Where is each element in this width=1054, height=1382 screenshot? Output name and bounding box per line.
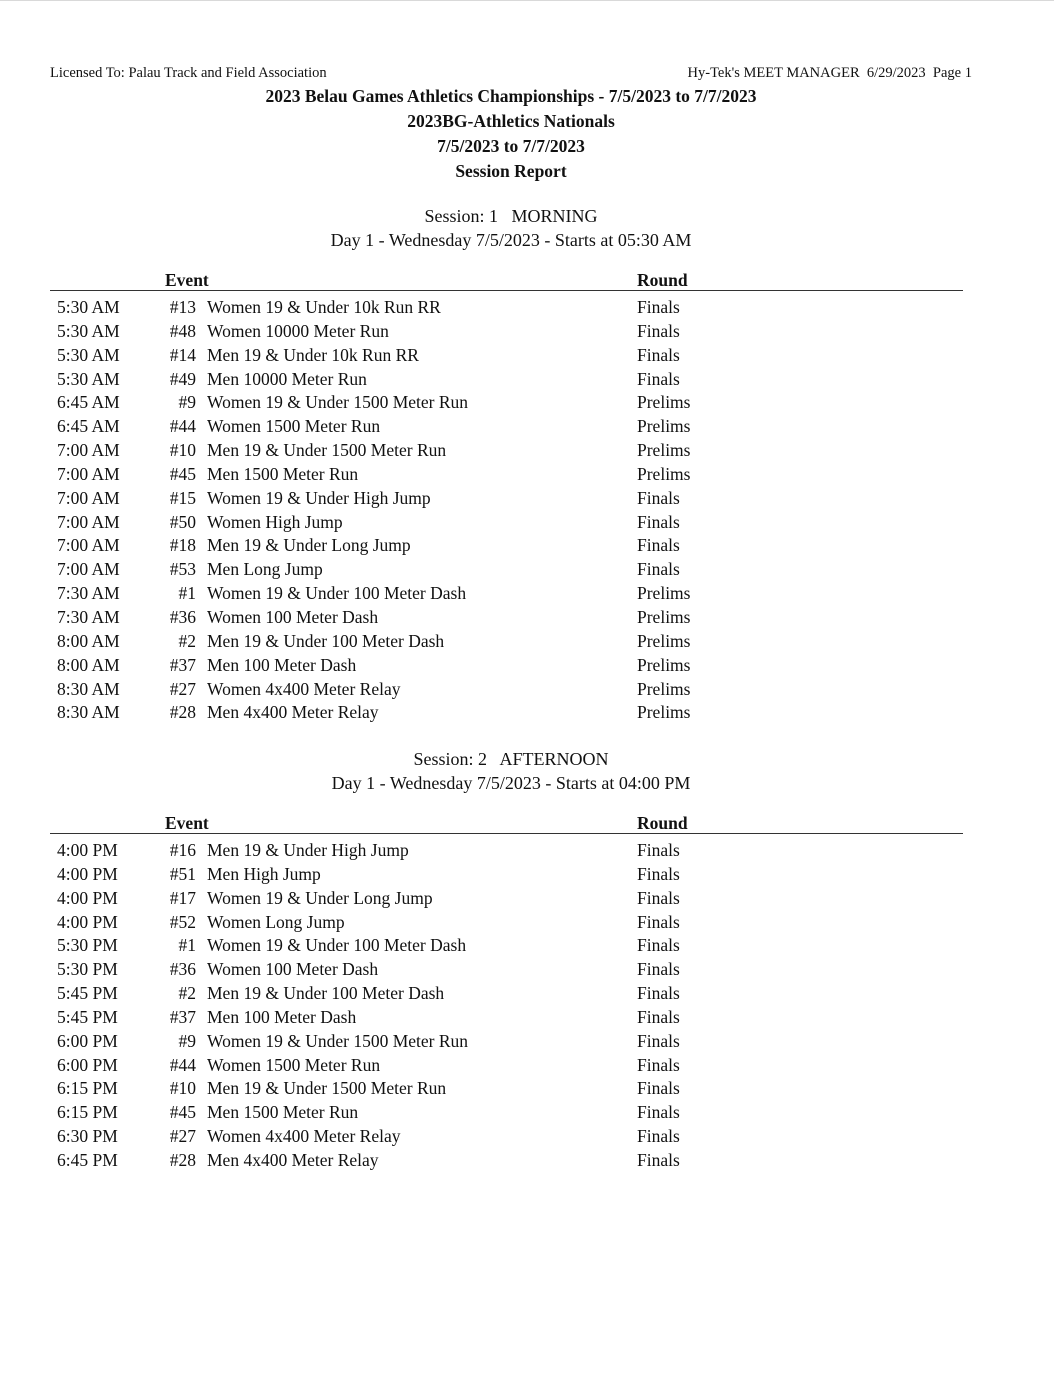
table-header: [50, 270, 963, 291]
event-name: Women 1500 Meter Run: [207, 416, 381, 437]
table-row: [50, 887, 963, 911]
event-round: Prelims: [637, 440, 691, 461]
event-number: #10: [169, 1078, 196, 1099]
event-time: 5:30 AM: [57, 368, 120, 389]
table-row: [50, 654, 963, 678]
report-titles: [0, 84, 1022, 184]
event-name: Women 19 & Under 10k Run RR: [207, 297, 441, 317]
table-row: [50, 1125, 963, 1149]
event-name: Men 4x400 Meter Relay: [207, 1149, 379, 1170]
event-round: Finals: [637, 840, 680, 860]
event-time: 7:30 AM: [57, 606, 120, 627]
table-row: [50, 534, 963, 558]
event-time: 5:30 AM: [57, 320, 120, 341]
event-number: #36: [169, 959, 196, 980]
session-1-table: [50, 270, 963, 725]
session-1-rows: [50, 291, 963, 725]
event-round: Finals: [637, 911, 680, 932]
event-round: Finals: [637, 344, 680, 365]
event-number: #1: [178, 935, 196, 956]
event-time: 4:00 PM: [57, 887, 118, 908]
event-round: Finals: [637, 535, 680, 556]
event-number: #2: [178, 630, 196, 651]
table-row: [50, 415, 963, 439]
event-time: 8:30 AM: [57, 678, 120, 699]
table-row: [50, 1006, 963, 1030]
event-round: Finals: [637, 935, 680, 956]
table-row: [50, 296, 963, 320]
meet-title: 2023 Belau Games Athletics Championships - 7/5/2023 to 7/7/2023: [265, 86, 757, 106]
event-time: 6:45 PM: [57, 1149, 118, 1170]
event-name: Women 10000 Meter Run: [207, 320, 389, 341]
table-row: [50, 958, 963, 982]
event-name: Women 19 & Under Long Jump: [207, 887, 433, 908]
event-number: #53: [169, 559, 196, 580]
event-name: Women 100 Meter Dash: [207, 959, 379, 980]
event-round: Finals: [637, 1126, 680, 1147]
event-name: Women 19 & Under 100 Meter Dash: [207, 583, 467, 604]
event-name: Women 4x400 Meter Relay: [207, 678, 401, 699]
table-row: [50, 439, 963, 463]
event-name: Women 19 & Under 100 Meter Dash: [207, 935, 467, 956]
event-name: Women Long Jump: [207, 911, 345, 932]
event-round: Finals: [637, 511, 680, 532]
event-number: #14: [169, 344, 196, 365]
event-round: Finals: [637, 983, 680, 1004]
event-number: #36: [169, 606, 196, 627]
session-2-rows: [50, 834, 963, 1173]
event-round: Finals: [637, 320, 680, 341]
table-header: [50, 813, 963, 834]
event-time: 5:30 AM: [57, 344, 120, 365]
event-round: Finals: [637, 487, 680, 508]
event-number: #2: [178, 983, 196, 1004]
session-1-heading: [0, 204, 1022, 252]
table-row: [50, 678, 963, 702]
event-time: 7:00 AM: [57, 559, 120, 580]
event-time: 5:45 PM: [57, 1006, 118, 1027]
event-number: #37: [169, 1006, 196, 1027]
event-round: Finals: [637, 1054, 680, 1075]
event-round: Prelims: [637, 678, 691, 699]
event-column-header: Event: [165, 813, 209, 833]
event-name: Men 19 & Under 1500 Meter Run: [207, 440, 447, 461]
table-row: [50, 511, 963, 535]
event-number: #18: [169, 535, 196, 556]
event-number: #17: [169, 887, 196, 908]
event-round: Finals: [637, 1006, 680, 1027]
event-name: Men 19 & Under 10k Run RR: [207, 344, 419, 365]
table-row: [50, 911, 963, 935]
event-round: Finals: [637, 1030, 680, 1051]
table-row: [50, 463, 963, 487]
event-round: Prelims: [637, 654, 691, 675]
page-top-border: [0, 0, 1054, 1]
event-time: 5:30 PM: [57, 959, 118, 980]
event-time: 8:30 AM: [57, 702, 120, 723]
event-number: #52: [169, 911, 196, 932]
event-number: #48: [169, 320, 196, 341]
table-row: [50, 1077, 963, 1101]
event-column-header: Event: [165, 270, 209, 290]
event-number: #49: [169, 368, 196, 389]
table-row: [50, 368, 963, 392]
software-header: Hy-Tek's MEET MANAGER 6/29/2023 Page 1: [687, 65, 972, 81]
table-row: [50, 701, 963, 725]
event-round: Finals: [637, 559, 680, 580]
event-number: #28: [169, 702, 196, 723]
event-name: Men 4x400 Meter Relay: [207, 702, 379, 723]
event-number: #51: [169, 863, 196, 884]
session-label: Session: 2 AFTERNOON: [413, 749, 609, 769]
event-time: 5:30 AM: [57, 297, 120, 317]
event-number: #45: [169, 463, 196, 484]
event-number: #28: [169, 1149, 196, 1170]
event-number: #13: [169, 297, 196, 317]
event-round: Finals: [637, 1149, 680, 1170]
event-round: Finals: [637, 959, 680, 980]
table-row: [50, 839, 963, 863]
event-time: 6:45 AM: [57, 392, 120, 413]
meet-dates: 7/5/2023 to 7/7/2023: [437, 136, 585, 156]
event-name: Women 1500 Meter Run: [207, 1054, 381, 1075]
event-name: Men 19 & Under 100 Meter Dash: [207, 630, 445, 651]
event-time: 8:00 AM: [57, 630, 120, 651]
meet-subtitle: 2023BG-Athletics Nationals: [407, 111, 615, 131]
event-time: 7:00 AM: [57, 535, 120, 556]
event-time: 7:00 AM: [57, 463, 120, 484]
event-time: 8:00 AM: [57, 654, 120, 675]
event-number: #27: [169, 678, 196, 699]
event-time: 6:45 AM: [57, 416, 120, 437]
event-name: Women 19 & Under 1500 Meter Run: [207, 392, 469, 413]
event-name: Women 4x400 Meter Relay: [207, 1126, 401, 1147]
event-name: Women High Jump: [207, 511, 343, 532]
event-round: Prelims: [637, 416, 691, 437]
event-number: #44: [169, 416, 196, 437]
table-row: [50, 391, 963, 415]
event-time: 4:00 PM: [57, 840, 118, 860]
table-row: [50, 630, 963, 654]
table-row: [50, 606, 963, 630]
event-time: 7:30 AM: [57, 583, 120, 604]
event-number: #27: [169, 1126, 196, 1147]
table-row: [50, 1054, 963, 1078]
event-number: #44: [169, 1054, 196, 1075]
event-name: Men 19 & Under High Jump: [207, 840, 409, 860]
event-name: Men 100 Meter Dash: [207, 654, 357, 675]
event-number: #1: [178, 583, 196, 604]
table-row: [50, 487, 963, 511]
session-2-table: [50, 813, 963, 1173]
event-name: Men 1500 Meter Run: [207, 1102, 359, 1123]
event-number: #37: [169, 654, 196, 675]
event-name: Women 100 Meter Dash: [207, 606, 379, 627]
table-row: [50, 1149, 963, 1173]
event-round: Prelims: [637, 630, 691, 651]
event-time: 4:00 PM: [57, 911, 118, 932]
round-column-header: Round: [637, 270, 688, 290]
event-round: Finals: [637, 887, 680, 908]
event-number: #9: [178, 392, 196, 413]
event-time: 6:30 PM: [57, 1126, 118, 1147]
event-time: 4:00 PM: [57, 863, 118, 884]
session-label: Session: 1 MORNING: [424, 206, 598, 226]
event-name: Men 19 & Under Long Jump: [207, 535, 411, 556]
event-time: 5:45 PM: [57, 983, 118, 1004]
event-round: Finals: [637, 368, 680, 389]
event-name: Women 19 & Under High Jump: [207, 487, 431, 508]
license-header: Licensed To: Palau Track and Field Association: [50, 65, 327, 81]
event-name: Men 10000 Meter Run: [207, 368, 367, 389]
event-round: Prelims: [637, 702, 691, 723]
event-round: Prelims: [637, 606, 691, 627]
event-number: #16: [169, 840, 196, 860]
event-name: Men Long Jump: [207, 559, 323, 580]
event-number: #15: [169, 487, 196, 508]
event-round: Prelims: [637, 463, 691, 484]
session-day: Day 1 - Wednesday 7/5/2023 - Starts at 04:00 PM: [331, 773, 691, 793]
event-name: Men 100 Meter Dash: [207, 1006, 357, 1027]
event-time: 7:00 AM: [57, 440, 120, 461]
event-round: Finals: [637, 863, 680, 884]
report-title: Session Report: [455, 161, 567, 181]
table-row: [50, 344, 963, 368]
event-time: 6:00 PM: [57, 1054, 118, 1075]
event-number: #10: [169, 440, 196, 461]
event-time: 6:00 PM: [57, 1030, 118, 1051]
event-round: Finals: [637, 297, 680, 317]
session-day: Day 1 - Wednesday 7/5/2023 - Starts at 05:30 AM: [330, 230, 692, 250]
table-row: [50, 558, 963, 582]
event-name: Men 1500 Meter Run: [207, 463, 359, 484]
event-round: Finals: [637, 1102, 680, 1123]
event-time: 7:00 AM: [57, 511, 120, 532]
event-name: Men 19 & Under 100 Meter Dash: [207, 983, 445, 1004]
event-name: Women 19 & Under 1500 Meter Run: [207, 1030, 469, 1051]
round-column-header: Round: [637, 813, 688, 833]
table-row: [50, 863, 963, 887]
event-time: 5:30 PM: [57, 935, 118, 956]
table-row: [50, 1101, 963, 1125]
event-round: Finals: [637, 1078, 680, 1099]
event-number: #45: [169, 1102, 196, 1123]
table-row: [50, 582, 963, 606]
session-2-heading: [0, 747, 1022, 795]
event-round: Prelims: [637, 392, 691, 413]
event-time: 7:00 AM: [57, 487, 120, 508]
table-row: [50, 1030, 963, 1054]
event-round: Prelims: [637, 583, 691, 604]
event-number: #9: [178, 1030, 196, 1051]
table-row: [50, 934, 963, 958]
event-time: 6:15 PM: [57, 1102, 118, 1123]
table-row: [50, 982, 963, 1006]
event-time: 6:15 PM: [57, 1078, 118, 1099]
event-name: Men High Jump: [207, 863, 321, 884]
event-number: #50: [169, 511, 196, 532]
event-name: Men 19 & Under 1500 Meter Run: [207, 1078, 447, 1099]
table-row: [50, 320, 963, 344]
